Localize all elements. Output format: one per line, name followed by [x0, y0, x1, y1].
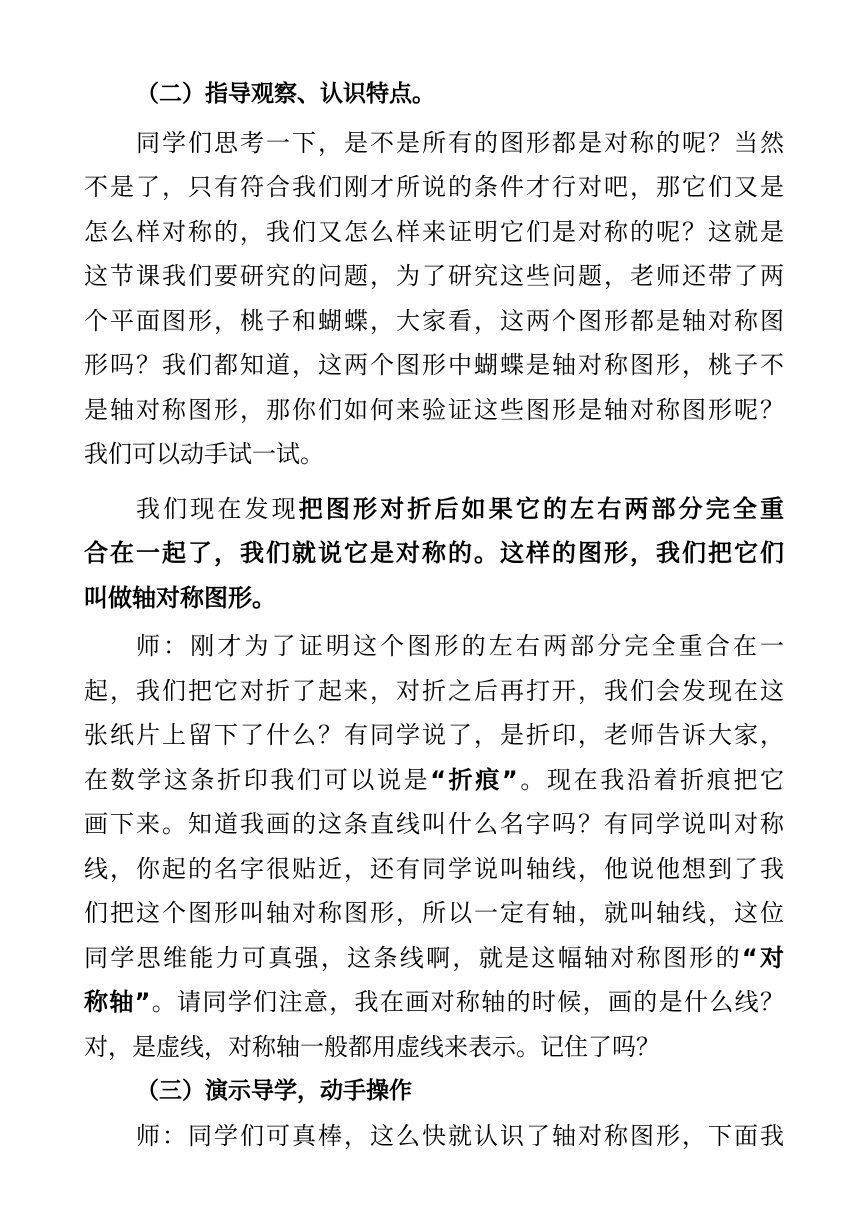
paragraph-line: 这节课我们要研究的问题，为了研究这些问题，老师还带了两 [84, 262, 784, 290]
definition-emphasis: 合在一起了，我们就说它是对称的。这样的图形，我们把它们 [84, 539, 784, 567]
term-symmetry-axis: “对 [741, 943, 784, 972]
section-heading-observe: （二）指导观察、认识特点。 [136, 81, 435, 107]
paragraph-line [84, 936, 784, 981]
paragraph-crease-axis [84, 624, 784, 1069]
paragraph-line: 我们可以动手试一试。 [84, 440, 324, 468]
paragraph-line: 对，是虚线，对称轴一般都用虚线来表示。记住了吗？ [84, 1032, 660, 1061]
paragraph-line: 画下来。知道我画的这条直线叫什么名字吗？有同学说叫对称 [84, 810, 784, 838]
plain-text: 在数学这条折印我们可以说是 [84, 765, 431, 794]
definition-emphasis: 叫做轴对称图形。 [84, 583, 276, 612]
section-heading-demo: （三）演示导学，动手操作 [136, 1078, 412, 1104]
paragraph-line: 张纸片上留下了什么？有同学说了，是折印，老师告诉大家， [84, 721, 784, 749]
paragraph-line: 们把这个图形叫轴对称图形，所以一定有轴，就叫轴线，这位 [84, 899, 784, 927]
term-crease: “折痕” [430, 765, 518, 794]
plain-text: 。请同学们注意，我在画对称轴的时候，画的是什么线？ [150, 988, 785, 1016]
paragraph-line: 师：刚才为了证明这个图形的左右两部分完全重合在一 [136, 632, 784, 660]
paragraph-line [84, 487, 784, 532]
paragraph-definition [84, 487, 784, 621]
paragraph-line: 个平面图形，桃子和蝴蝶，大家看，这两个图形都是轴对称图 [84, 306, 784, 335]
definition-emphasis: 把图形对折后如果它的左右两部分完全重 [298, 494, 785, 523]
plain-text: 。现在我沿着折痕把它 [517, 765, 785, 794]
plain-text: 我们现在发现 [136, 494, 299, 523]
paragraph-line: 不是了，只有符合我们刚才所说的条件才行对吧，那它们又是 [84, 173, 784, 201]
paragraph-line: 线，你起的名字很贴近，还有同学说叫轴线，他说他想到了我 [84, 854, 784, 883]
term-symmetry-axis: 称轴” [84, 988, 151, 1016]
paragraph-line: 师：同学们可真棒，这么快就认识了轴对称图形，下面我 [136, 1121, 784, 1150]
paragraph-symmetry-question [84, 121, 784, 477]
paragraph-line: 起，我们把它对折了起来，对折之后再打开，我们会发现在这 [84, 676, 784, 705]
plain-text: 同学思维能力可真强，这条线啊，就是这幅轴对称图形的 [84, 943, 742, 972]
paragraph-line: 形吗？我们都知道，这两个图形中蝴蝶是轴对称图形，桃子不 [84, 351, 784, 379]
paragraph-line: 怎么样对称的，我们又怎么样来证明它们是对称的呢？这就是 [84, 217, 784, 246]
paragraph-line: 是轴对称图形，那你们如何来验证这些图形是轴对称图形呢？ [84, 395, 784, 424]
paragraph-line [84, 758, 784, 803]
document-page [84, 72, 784, 1158]
paragraph-line: 同学们思考一下，是不是所有的图形都是对称的呢？当然 [136, 128, 784, 157]
paragraph-line [84, 980, 784, 1025]
